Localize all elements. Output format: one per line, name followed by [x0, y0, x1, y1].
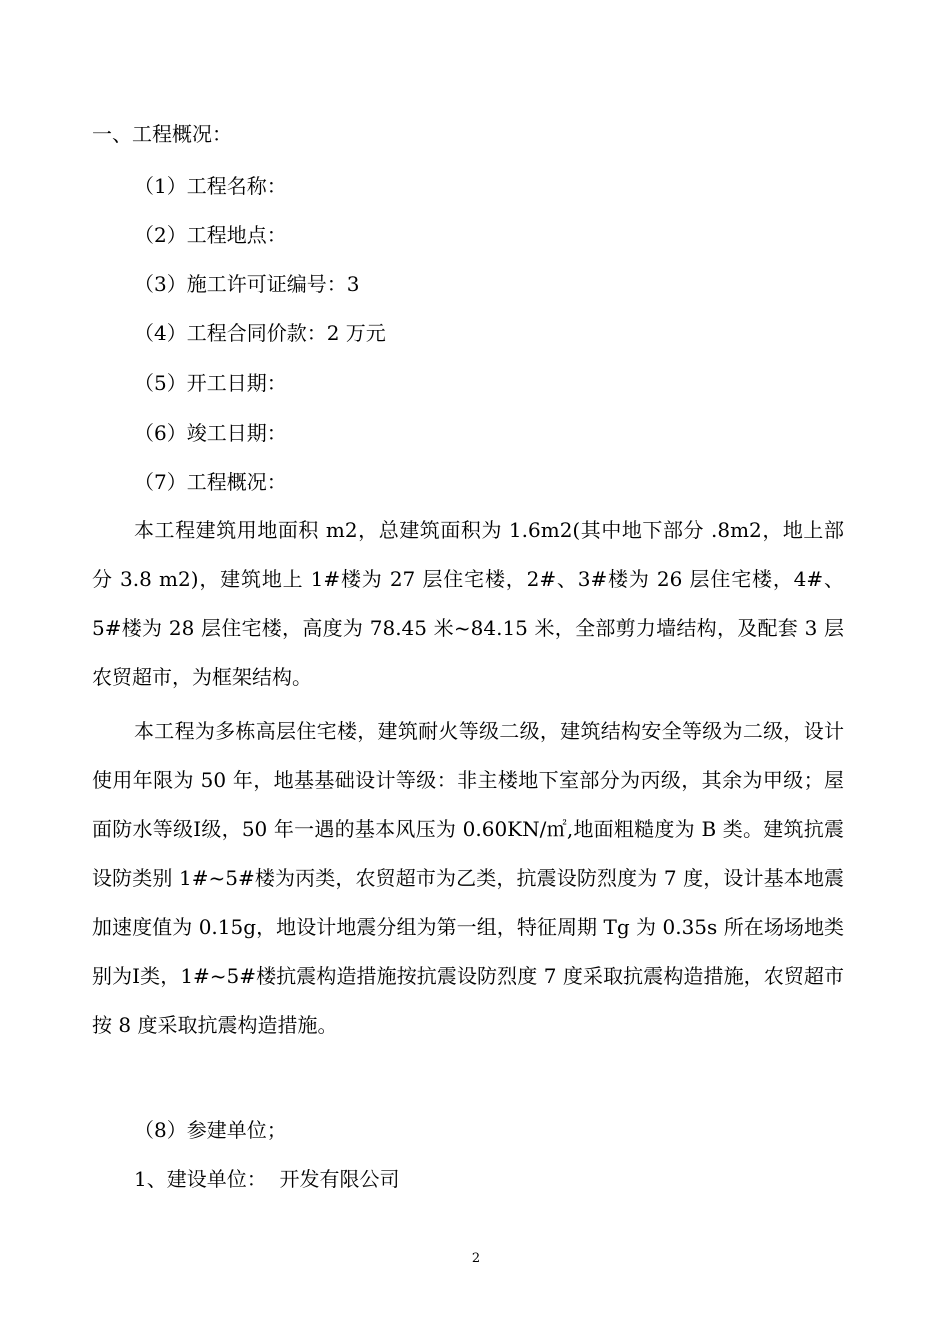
item-start-date: （5）开工日期：	[134, 371, 287, 395]
item-project-name: （1）工程名称：	[134, 174, 287, 198]
item-project-location: （2）工程地点：	[134, 223, 287, 247]
section-heading: 一、工程概况：	[92, 122, 232, 146]
page-number: 2	[471, 1251, 481, 1266]
item-participating-units: （8）参建单位；	[134, 1118, 287, 1142]
overview-paragraph-2: 本工程为多栋高层住宅楼，建筑耐火等级二级，建筑结构安全等级为二级，设计使用年限为 50 年，地基基础设计等级：非主楼地下室部分为丙级，其余为甲级；屋面防水等级Ⅰ级，50 年一遇的基本风压为 0.60KN/㎡,地面粗糙度为 B 类。建筑抗震设防类别 1#~5#楼为丙类，农贸超市为乙类，抗震设防烈度为 7 度，设计基本地震加速度值为 0.15g，地设计地震分组为第一组，特征周期 Tg 为 0.35s 所在场场地类别为Ⅰ类，1#~5#楼抗震构造措施按抗震设防烈度 7 度采取抗震构造措施，农贸超市按 8 度采取抗震构造措施。	[92, 719, 844, 1037]
item-contract-price: （4）工程合同价款：2 万元	[134, 321, 386, 345]
construction-unit: 1、建设单位： 开发有限公司	[134, 1167, 400, 1191]
overview-paragraph-1: 本工程建筑用地面积 m2，总建筑面积为 1.6m2(其中地下部分 .8m2，地上部分 3.8 m2)，建筑地上 1#楼为 27 层住宅楼，2#、3#楼为 26 层住宅楼，4#、5#楼为 28 层住宅楼，高度为 78.45 米~84.15 米，全部剪力墙结构，及配套 3 层农贸超市，为框架结构。	[92, 518, 844, 689]
item-project-overview: （7）工程概况：	[134, 470, 287, 494]
item-permit-number: （3）施工许可证编号：3	[134, 272, 360, 296]
item-completion-date: （6）竣工日期：	[134, 421, 287, 445]
